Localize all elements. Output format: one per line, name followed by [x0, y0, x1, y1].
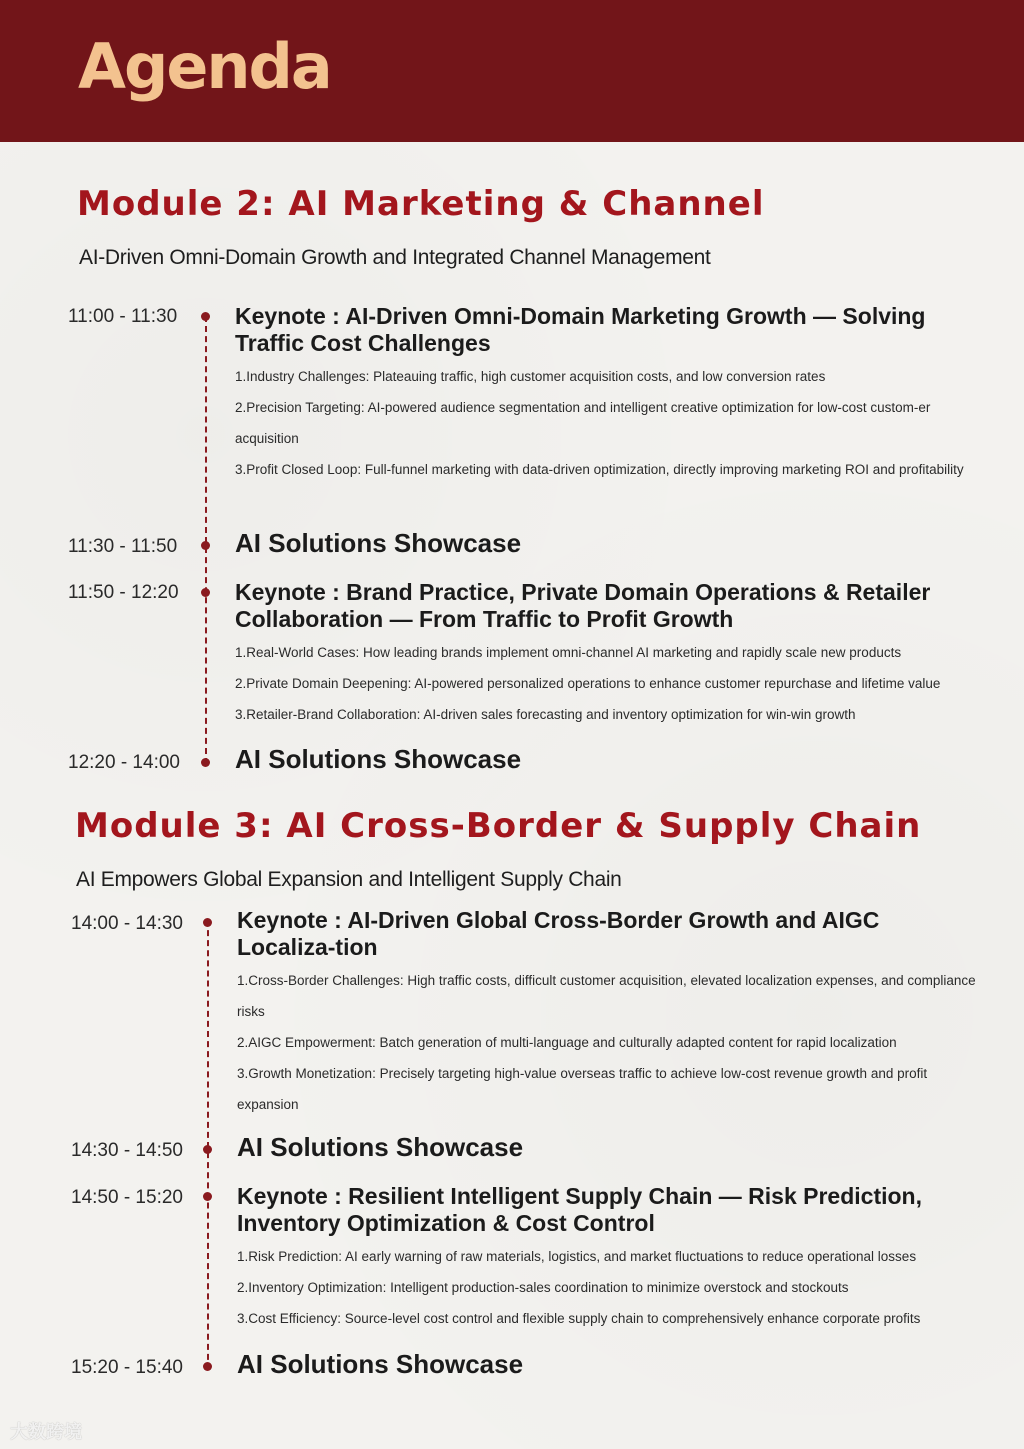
session-bullets	[235, 361, 980, 485]
session-title: AI Solutions Showcase	[235, 744, 522, 774]
bullet-item: 1.Cross-Border Challenges: High traffic costs, difficult customer acquisition, elevated localization expenses, and compliance risks	[237, 973, 976, 1019]
session-title: Keynote : Resilient Intelligent Supply Chain — Risk Prediction, Inventory Optimization & Cost Control	[237, 1183, 922, 1236]
bullet-item: 2.AIGC Empowerment: Batch generation of multi-language and culturally adapted content for rapid localization	[237, 1035, 897, 1050]
session-title: AI Solutions Showcase	[237, 1132, 524, 1162]
session-time: 12:20 - 14:00	[68, 752, 180, 773]
timeline-dot	[203, 1362, 212, 1371]
timeline-dot	[201, 758, 210, 767]
session-time: 11:30 - 11:50	[68, 536, 178, 557]
bullet-item: 3.Profit Closed Loop: Full-funnel marketing with data-driven optimization, directly improving marketing ROI and profitability	[235, 462, 964, 477]
bullet-item: 3.Retailer-Brand Collaboration: AI-driven sales forecasting and inventory optimization for win-win growth	[235, 707, 856, 722]
session-time: 11:50 - 12:20	[68, 582, 179, 603]
bullet-item: 1.Real-World Cases: How leading brands implement omni-channel AI marketing and rapidly scale new products	[235, 645, 902, 660]
timeline-dot	[203, 1145, 212, 1154]
session-bullets	[237, 1241, 982, 1334]
timeline-dot	[201, 541, 210, 550]
session-title: Keynote : AI-Driven Omni-Domain Marketing Growth — Solving Traffic Cost Challenges	[235, 303, 926, 356]
session-title: AI Solutions Showcase	[237, 1349, 524, 1379]
session-time: 15:20 - 15:40	[71, 1357, 183, 1378]
session-bullets	[235, 637, 985, 730]
bullet-item: 2.Inventory Optimization: Intelligent production-sales coordination to minimize overstock and stockouts	[237, 1280, 849, 1295]
timeline-dot	[203, 1192, 212, 1201]
page-title: Agenda	[78, 30, 331, 103]
bullet-item: 3.Growth Monetization: Precisely targeting high-value overseas traffic to achieve low-cost revenue growth and profit expansion	[237, 1066, 928, 1112]
module-title: Module 3: AI Cross-Border & Supply Chain	[75, 806, 922, 846]
module-subtitle: AI Empowers Global Expansion and Intelligent Supply Chain	[76, 868, 622, 891]
bullet-item: 2.Precision Targeting: AI-powered audience segmentation and intelligent creative optimization for low-cost custom-er acquisition	[235, 400, 931, 446]
header-banner	[0, 0, 1024, 142]
bullet-item: 1.Industry Challenges: Plateauing traffic, high customer acquisition costs, and low conversion rates	[235, 369, 826, 384]
timeline-dot	[203, 918, 212, 927]
bullet-item: 1.Risk Prediction: AI early warning of raw materials, logistics, and market fluctuations to reduce operational losses	[237, 1249, 917, 1264]
session-time: 14:30 - 14:50	[71, 1140, 183, 1161]
session-time: 14:50 - 15:20	[71, 1187, 183, 1208]
session-title: AI Solutions Showcase	[235, 528, 522, 558]
session-time: 11:00 - 11:30	[68, 306, 178, 327]
timeline-line	[205, 316, 207, 764]
session-time: 14:00 - 14:30	[71, 913, 183, 934]
timeline-dot	[201, 312, 210, 321]
timeline-dot	[201, 588, 210, 597]
bullet-item: 2.Private Domain Deepening: AI-powered personalized operations to enhance customer repurchase and lifetime value	[235, 676, 941, 691]
session-bullets	[237, 965, 982, 1120]
session-title: Keynote : Brand Practice, Private Domain Operations & Retailer Collaboration — From Traffic to Profit Growth	[235, 579, 931, 632]
module-title: Module 2: AI Marketing & Channel	[77, 184, 765, 224]
watermark-logo: 大数跨境	[10, 1422, 82, 1442]
module-subtitle: AI-Driven Omni-Domain Growth and Integrated Channel Management	[79, 246, 711, 269]
session-title: Keynote : AI-Driven Global Cross-Border Growth and AIGC Localiza-tion	[237, 907, 880, 960]
bullet-item: 3.Cost Efficiency: Source-level cost control and flexible supply chain to comprehensively enhance corporate profits	[237, 1311, 921, 1326]
